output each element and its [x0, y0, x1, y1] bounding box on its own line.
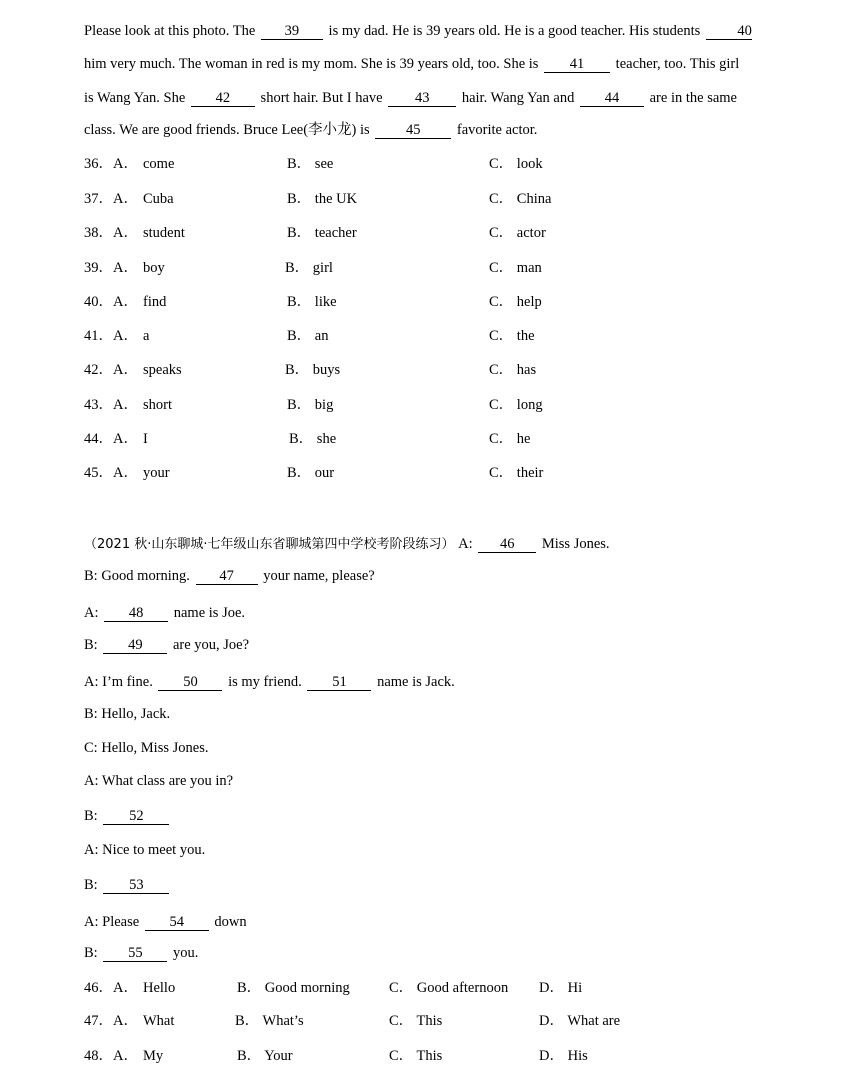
blank-54[interactable]: 54 [145, 915, 209, 931]
text: are in the same [649, 90, 737, 106]
option-d[interactable]: D． Hi [539, 980, 583, 996]
text: you. [172, 945, 199, 961]
question-row [84, 327, 844, 345]
dialog-line-10: A: Nice to meet you. [84, 842, 206, 858]
option-b[interactable]: B． Your [237, 1048, 293, 1064]
dialog-line-8: A: What class are you in? [84, 773, 234, 789]
option-a[interactable]: short [143, 397, 172, 413]
option-c[interactable]: C． has [489, 362, 537, 378]
passage-line-3 [84, 89, 737, 107]
option-c[interactable]: C． man [489, 260, 542, 276]
option-a[interactable]: your [143, 465, 170, 481]
passage-line-1 [84, 22, 754, 40]
question-number: 36．A． [84, 156, 138, 172]
text: A: I’m fine. [84, 674, 153, 690]
text: are you, Joe? [172, 637, 250, 653]
passage-line-2 [84, 55, 739, 73]
question-number: 38．A． [84, 225, 138, 241]
dialog-line-11 [84, 876, 171, 894]
option-c[interactable]: C． their [489, 465, 544, 481]
option-b[interactable]: B． teacher [287, 225, 357, 241]
blank-47[interactable]: 47 [196, 569, 258, 585]
blank-43[interactable]: 43 [388, 91, 456, 107]
dialog-line-7: C: Hello, Miss Jones. [84, 740, 209, 756]
blank-50[interactable]: 50 [158, 675, 222, 691]
dialog-line-2 [84, 567, 375, 585]
blank-45[interactable]: 45 [375, 123, 451, 139]
text: A: [458, 536, 473, 552]
blank-44[interactable]: 44 [580, 91, 644, 107]
blank-39[interactable]: 39 [261, 24, 323, 40]
blank-55[interactable]: 55 [103, 946, 167, 962]
option-b[interactable]: B． an [287, 328, 329, 344]
dialog-line-6: B: Hello, Jack. [84, 706, 171, 722]
option-b[interactable]: B． What’s [235, 1013, 304, 1029]
text: name is Jack. [377, 674, 455, 690]
question-number: 44．A． [84, 431, 138, 447]
option-a[interactable]: My [143, 1048, 164, 1064]
text: B: [84, 637, 98, 653]
text: B: [84, 877, 98, 893]
passage-line-4 [84, 121, 537, 139]
dialog-line-9 [84, 807, 171, 825]
option-b[interactable]: B． the UK [287, 191, 358, 207]
option-a[interactable]: a [143, 328, 150, 344]
blank-42[interactable]: 42 [191, 91, 255, 107]
option-b[interactable]: B． like [287, 294, 337, 310]
question-number: 41．A． [84, 328, 138, 344]
text: Miss Jones. [541, 536, 610, 552]
option-d[interactable]: D． His [539, 1048, 588, 1064]
text: is Wang Yan. She [84, 90, 186, 106]
question-number: 42．A． [84, 362, 138, 378]
dialog-line-3 [84, 604, 245, 622]
blank-51[interactable]: 51 [307, 675, 371, 691]
option-a[interactable]: student [143, 225, 185, 241]
option-d[interactable]: D． What are [539, 1013, 621, 1029]
text: him very much. The woman in red is my mom. She is 39 years old, too. She is [84, 56, 539, 72]
option-c[interactable]: C． the [489, 328, 535, 344]
blank-40[interactable]: 40 [706, 24, 752, 40]
dialog-line-12 [84, 913, 247, 931]
option-c[interactable]: C． Good afternoon [389, 980, 509, 996]
dialog-line-5 [84, 673, 455, 691]
option-b[interactable]: B． big [287, 397, 334, 413]
question-number: 48．A． [84, 1048, 138, 1064]
option-b[interactable]: B． buys [285, 362, 341, 378]
option-a[interactable]: find [143, 294, 167, 310]
question-number: 45．A． [84, 465, 138, 481]
blank-48[interactable]: 48 [104, 606, 168, 622]
option-c[interactable]: C． long [489, 397, 543, 413]
option-c[interactable]: C． look [489, 156, 543, 172]
dialog-line-4 [84, 636, 249, 654]
text: down [214, 914, 247, 930]
text: class. We are good friends. Bruce Lee(李小龙) is [84, 122, 370, 138]
text: teacher, too. This girl [615, 56, 740, 72]
option-c[interactable]: C． This [389, 1048, 443, 1064]
question-row [84, 293, 844, 311]
text: is my dad. He is 39 years old. He is a good teacher. His students [328, 23, 701, 39]
option-a[interactable]: Cuba [143, 191, 174, 207]
option-a[interactable]: Hello [143, 980, 176, 996]
question-row [84, 1047, 844, 1065]
option-b[interactable]: B． she [289, 431, 337, 447]
question-number: 47．A． [84, 1013, 138, 1029]
question-row [84, 259, 844, 277]
option-c[interactable]: C． help [489, 294, 542, 310]
option-a[interactable]: What [143, 1013, 175, 1029]
blank-46[interactable]: 46 [478, 537, 536, 553]
question-row [84, 979, 844, 997]
option-b[interactable]: B． our [287, 465, 335, 481]
text: is my friend. [228, 674, 302, 690]
dialog-line-13 [84, 944, 198, 962]
blank-49[interactable]: 49 [103, 638, 167, 654]
text: B: Good morning. [84, 568, 190, 584]
question-row [84, 464, 844, 482]
text: A: [84, 605, 99, 621]
question-row [84, 1012, 844, 1030]
dialog-line-1 [84, 535, 610, 554]
option-c[interactable]: C． he [489, 431, 531, 447]
text: name is Joe. [173, 605, 246, 621]
option-a[interactable]: speaks [143, 362, 182, 378]
text: B: [84, 945, 98, 961]
question-row [84, 155, 844, 173]
question-number: 46．A． [84, 980, 138, 996]
question-number: 43．A． [84, 397, 138, 413]
question-row [84, 224, 844, 242]
option-b[interactable]: B． see [287, 156, 334, 172]
blank-53[interactable]: 53 [103, 878, 169, 894]
question-number: 39．A． [84, 260, 138, 276]
text: short hair. But I have [260, 90, 383, 106]
option-b[interactable]: B． girl [285, 260, 333, 276]
question-row [84, 190, 844, 208]
source-note: （2021 秋·山东聊城·七年级山东省聊城第四中学校考阶段练习） [84, 537, 455, 552]
text: hair. Wang Yan and [461, 90, 575, 106]
text: A: Please [84, 914, 140, 930]
option-a[interactable]: I [143, 431, 148, 447]
text: B: [84, 808, 98, 824]
text: favorite actor. [456, 122, 538, 138]
blank-41[interactable]: 41 [544, 57, 610, 73]
question-row [84, 430, 844, 448]
text: your name, please? [263, 568, 375, 584]
option-a[interactable]: boy [143, 260, 165, 276]
option-c[interactable]: C． actor [489, 225, 546, 241]
blank-52[interactable]: 52 [103, 809, 169, 825]
question-number: 40．A． [84, 294, 138, 310]
option-b[interactable]: B． Good morning [237, 980, 350, 996]
question-row [84, 396, 844, 414]
question-row [84, 361, 844, 379]
option-c[interactable]: C． This [389, 1013, 443, 1029]
option-c[interactable]: C． China [489, 191, 552, 207]
text: Please look at this photo. The [84, 23, 256, 39]
option-a[interactable]: come [143, 156, 175, 172]
question-number: 37．A． [84, 191, 138, 207]
